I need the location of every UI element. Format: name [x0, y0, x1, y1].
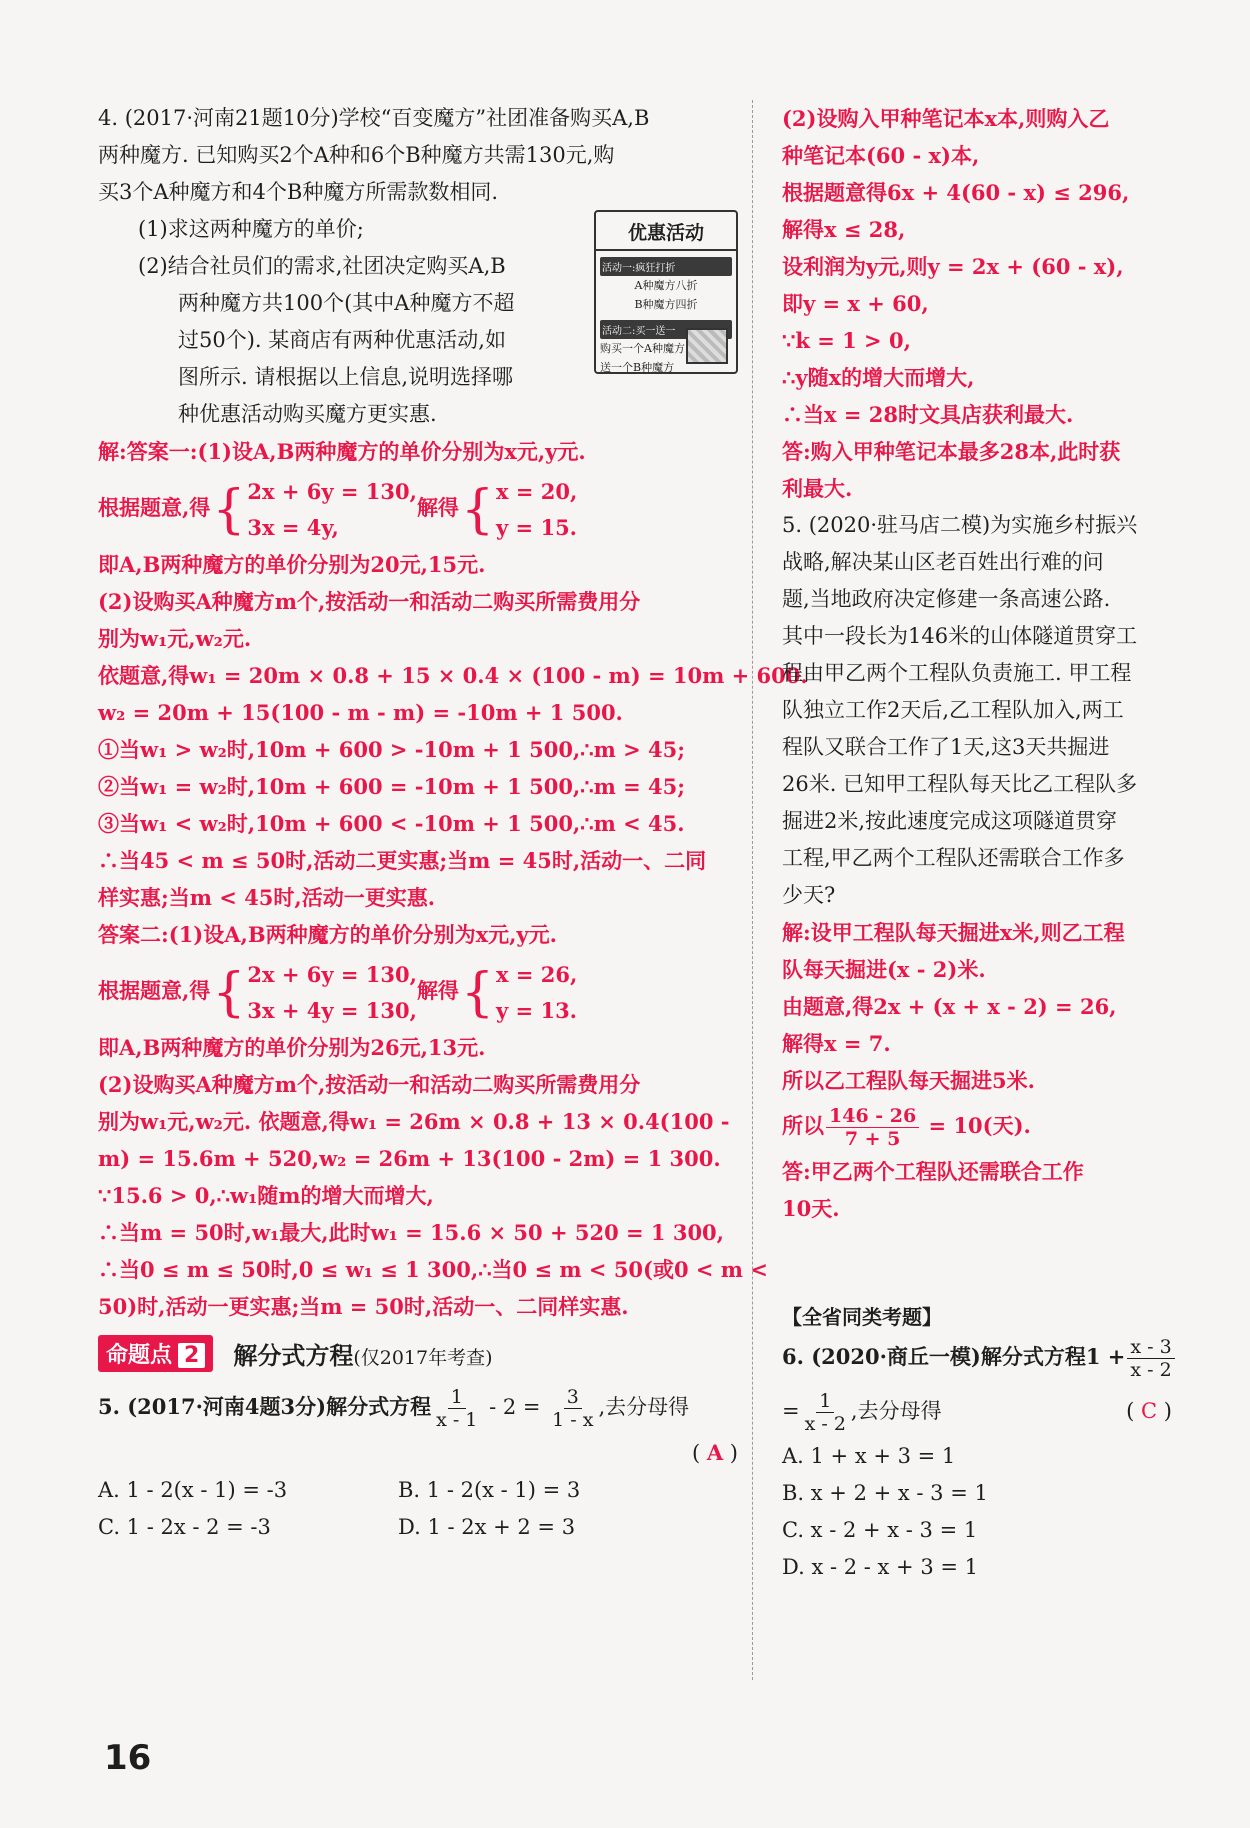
equation: y = 15. [496, 514, 577, 540]
sol-line: m) = 15.6m + 520,w₂ = 26m + 13(100 - 2m) = 1 300. [98, 1146, 721, 1171]
option-b: B. 1 - 2(x - 1) = 3 [398, 1478, 581, 1502]
page-number: 16 [104, 1738, 152, 1778]
section-title [233, 1336, 492, 1371]
fraction [433, 1386, 480, 1431]
q4-line: 图所示. 请根据以上信息,说明选择哪 [178, 365, 514, 389]
sol-line: 10天. [782, 1196, 840, 1221]
q4-line: 两种魔方共100个(其中A种魔方不超 [178, 291, 515, 315]
fraction-denominator: x - 2 [804, 1413, 846, 1435]
fraction-denominator: 1 - x [552, 1409, 594, 1431]
continued-solution [782, 100, 1182, 507]
sol-line: (2)设购入甲种笔记本x本,则购入乙 [782, 106, 1110, 131]
section-tag-label: 命题点 [106, 1343, 173, 1368]
q5-line: 26米. 已知甲工程队每天比乙工程队多 [782, 772, 1138, 796]
q5-line: 程由甲乙两个工程队负责施工. 甲工程 [782, 661, 1132, 685]
question-5-right [782, 507, 1182, 1227]
sol-line: 解:答案一:(1)设A,B两种魔方的单价分别为x元,y元. [98, 439, 586, 464]
fraction-numerator: 1 [816, 1390, 834, 1413]
q5-line: 少天? [782, 883, 836, 907]
q5-line: 其中一段长为146米的山体隧道贯穿工 [782, 624, 1138, 648]
sol-line: 即A,B两种魔方的单价分别为26元,13元. [98, 1035, 486, 1060]
sol-fraction-line [782, 1099, 1182, 1153]
fraction-denominator: x - 1 [436, 1409, 478, 1431]
sol-line: 利最大. [782, 476, 853, 501]
gift-box-icon [686, 328, 728, 364]
sol-line: 别为w₁元,w₂元. 依题意,得w₁ = 26m × 0.8 + 13 × 0.4(100 - [98, 1109, 730, 1134]
equation: x = 26, [496, 961, 578, 987]
sol-text: 所以 [782, 1113, 824, 1138]
sol-text: = 10(天). [921, 1113, 1031, 1138]
sol-system-line [98, 953, 738, 1029]
right-column [782, 100, 1182, 1586]
fraction [802, 1390, 849, 1435]
equation-system: { 2x + 6y = 130, 3x + 4y = 130, [210, 957, 417, 1029]
option-a: A. 1 + x + 3 = 1 [782, 1444, 956, 1468]
sol-text: 根据题意,得 [98, 978, 211, 1003]
options-row [98, 1472, 738, 1509]
q5-line: 5. (2020·驻马店二模)为实施乡村振兴 [782, 513, 1138, 537]
fraction-denominator: 7 + 5 [844, 1128, 901, 1150]
q5-line: 题,当地政府决定修建一条高速公路. [782, 587, 1111, 611]
sol-line: 答:甲乙两个工程队还需联合工作 [782, 1159, 1084, 1184]
sol-line: 解:设甲工程队每天掘进x米,则乙工程 [782, 920, 1125, 945]
promo-activity-1: 活动一:疯狂打折 [600, 257, 732, 276]
q4-line: 4. (2017·河南21题10分)学校“百变魔方”社团准备购买A,B [98, 106, 650, 130]
solution-option-1 [98, 433, 808, 916]
promotion-figure [594, 210, 738, 374]
sol-line: 答:购入甲种笔记本最多28本,此时获 [782, 439, 1121, 464]
option-c: C. 1 - 2x - 2 = -3 [98, 1515, 271, 1539]
equation: 3x + 4y = 130, [247, 997, 417, 1023]
fraction [1127, 1336, 1174, 1381]
sol-line: 依题意,得w₁ = 20m × 0.8 + 15 × 0.4 × (100 - m) = 10m + 600. [98, 663, 808, 688]
sol-line: (2)设购买A种魔方m个,按活动一和活动二购买所需费用分 [98, 1072, 641, 1097]
q6-stem-text: 6. (2020·商丘一模)解分式方程1 + [782, 1344, 1126, 1369]
sol-line: ∴当m = 50时,w₁最大,此时w₁ = 15.6 × 50 + 520 = 1 300, [98, 1220, 724, 1245]
promo-activity-2: 活动二:买一送一 [600, 320, 732, 339]
promo-activity-2-line: 购买一个A种魔方 [600, 342, 685, 355]
q5-stem [98, 1380, 738, 1434]
section-header [98, 1335, 738, 1372]
option-a: A. 1 - 2(x - 1) = -3 [98, 1478, 288, 1502]
answer-choice: A [706, 1440, 724, 1465]
sol-line: ②当w₁ = w₂时,10m + 600 = -10m + 1 500,∴m = 45; [98, 774, 686, 799]
q5-stem-text: 5. (2017·河南4题3分)解分式方程 [98, 1394, 432, 1419]
sol-line: 解得x ≤ 28, [782, 217, 906, 242]
sol-line: ∴当45 < m ≤ 50时,活动二更实惠;当m = 45时,活动一、二同 [98, 848, 707, 873]
fraction-numerator: 3 [564, 1386, 582, 1409]
options-row [98, 1509, 738, 1546]
q5-line: 工程,甲乙两个工程队还需联合工作多 [782, 846, 1125, 870]
solution-system: { x = 20, y = 15. [459, 474, 577, 546]
sol-line: 即A,B两种魔方的单价分别为20元,15元. [98, 552, 486, 577]
equation-system: { 2x + 6y = 130, 3x = 4y, [210, 474, 417, 546]
q4-line: 种优惠活动购买魔方更实惠. [178, 402, 437, 426]
sol-line: ③当w₁ < w₂时,10m + 600 < -10m + 1 500,∴m < 45. [98, 811, 685, 836]
sol-line: 即y = x + 60, [782, 291, 929, 316]
sol-line: 种笔记本(60 - x)本, [782, 143, 980, 168]
fraction-numerator: x - 3 [1127, 1336, 1174, 1359]
question-5-left [98, 1380, 738, 1546]
q4-line: 过50个). 某商店有两种优惠活动,如 [178, 328, 506, 352]
sol-line: 样实惠;当m < 45时,活动一更实惠. [98, 885, 436, 910]
q6-stem-text: = [782, 1399, 800, 1423]
option-b: B. x + 2 + x - 3 = 1 [782, 1481, 988, 1505]
sol-line: w₂ = 20m + 15(100 - m - m) = -10m + 1 500. [98, 700, 623, 725]
option-d: D. 1 - 2x + 2 = 3 [398, 1515, 576, 1539]
sol-line: 所以乙工程队每天掘进5米. [782, 1068, 1035, 1093]
sol-line: 队每天掘进(x - 2)米. [782, 957, 986, 982]
sol-line: ∴当0 ≤ m ≤ 50时,0 ≤ w₁ ≤ 1 300,∴当0 ≤ m < 50(或0 < m < [98, 1257, 768, 1282]
sol-line: (2)设购买A种魔方m个,按活动一和活动二购买所需费用分 [98, 589, 641, 614]
q5-stem-text: ,去分母得 [598, 1395, 690, 1419]
question-6 [782, 1330, 1182, 1586]
promo-title: 优惠活动 [596, 212, 736, 251]
same-type-heading: 【全省同类考题】 [782, 1305, 942, 1329]
q5-line: 战略,解决某山区老百姓出行难的问 [782, 550, 1104, 574]
q4-line: (1)求这两种魔方的单价; [138, 217, 364, 241]
equation: y = 13. [496, 997, 577, 1023]
q5-stem-text: - 2 = [482, 1395, 548, 1419]
fraction [549, 1386, 596, 1431]
sol-line: ∵15.6 > 0,∴w₁随m的增大而增大, [98, 1183, 434, 1208]
answer-bracket: ( A ) [691, 1440, 738, 1465]
sol-line: 50)时,活动一更实惠;当m = 50时,活动一、二同样实惠. [98, 1294, 629, 1319]
option-c: C. x - 2 + x - 3 = 1 [782, 1518, 978, 1542]
sol-line: 解得x = 7. [782, 1031, 891, 1056]
sol-line: ∵k = 1 > 0, [782, 328, 911, 353]
section-title-text: 解分式方程 [233, 1341, 354, 1370]
q5-line: 队独立工作2天后,乙工程队加入,两工 [782, 698, 1124, 722]
sol-line: ①当w₁ > w₂时,10m + 600 > -10m + 1 500,∴m > 45; [98, 737, 686, 762]
equation: 3x = 4y, [247, 514, 339, 540]
q5-line: 程队又联合工作了1天,这3天共掘进 [782, 735, 1110, 759]
fraction-numerator: 1 [448, 1386, 466, 1409]
sol-text: 解得 [416, 495, 459, 520]
q5-line: 掘进2米,按此速度完成这项隧道贯穿 [782, 809, 1118, 833]
equation: 2x + 6y = 130, [247, 961, 417, 987]
equation: 2x + 6y = 130, [247, 478, 417, 504]
section-note: (仅2017年考查) [353, 1347, 493, 1369]
option-d: D. x - 2 - x + 3 = 1 [782, 1555, 978, 1579]
promo-activity-1-line: B种魔方四折 [634, 298, 698, 311]
sol-line: 设利润为y元,则y = 2x + (60 - x), [782, 254, 1124, 279]
promo-activity-1-line: A种魔方八折 [634, 279, 698, 292]
fraction [826, 1105, 919, 1150]
q4-line: 两种魔方. 已知购买2个A种和6个B种魔方共需130元,购 [98, 143, 615, 167]
q4-line: (2)结合社员们的需求,社团决定购买A,B [138, 254, 506, 278]
answer-bracket: ( C ) [1126, 1399, 1172, 1423]
q4-line: 买3个A种魔方和4个B种魔方所需款数相同. [98, 180, 498, 204]
section-tag [98, 1335, 213, 1372]
sol-text: 根据题意,得 [98, 495, 211, 520]
sol-line: ∴y随x的增大而增大, [782, 365, 975, 390]
fraction-numerator: 146 - 26 [826, 1105, 919, 1128]
section-number: 2 [178, 1343, 205, 1368]
promo-activity-2-line: 送一个B种魔方 [600, 361, 675, 374]
sol-line: 根据题意得6x + 4(60 - x) ≤ 296, [782, 180, 1130, 205]
sol-text: 解得 [416, 978, 459, 1003]
solution-system: { x = 26, y = 13. [459, 957, 577, 1029]
q6-stem-text: ,去分母得 [850, 1399, 942, 1423]
solution-option-2 [98, 916, 768, 1325]
sol-line: 答案二:(1)设A,B两种魔方的单价分别为x元,y元. [98, 922, 557, 947]
sol-line: 别为w₁元,w₂元. [98, 626, 252, 651]
q6-stem [782, 1330, 1182, 1384]
column-divider [752, 100, 753, 1680]
fraction-denominator: x - 2 [1130, 1359, 1172, 1381]
sol-line: 由题意,得2x + (x + x - 2) = 26, [782, 994, 1117, 1019]
answer-choice: C [1141, 1399, 1158, 1423]
sol-system-line [98, 470, 738, 546]
q6-stem-cont [782, 1384, 1182, 1438]
question-4 [98, 100, 738, 433]
equation: x = 20, [496, 478, 578, 504]
sol-line: ∴当x = 28时文具店获利最大. [782, 402, 1074, 427]
